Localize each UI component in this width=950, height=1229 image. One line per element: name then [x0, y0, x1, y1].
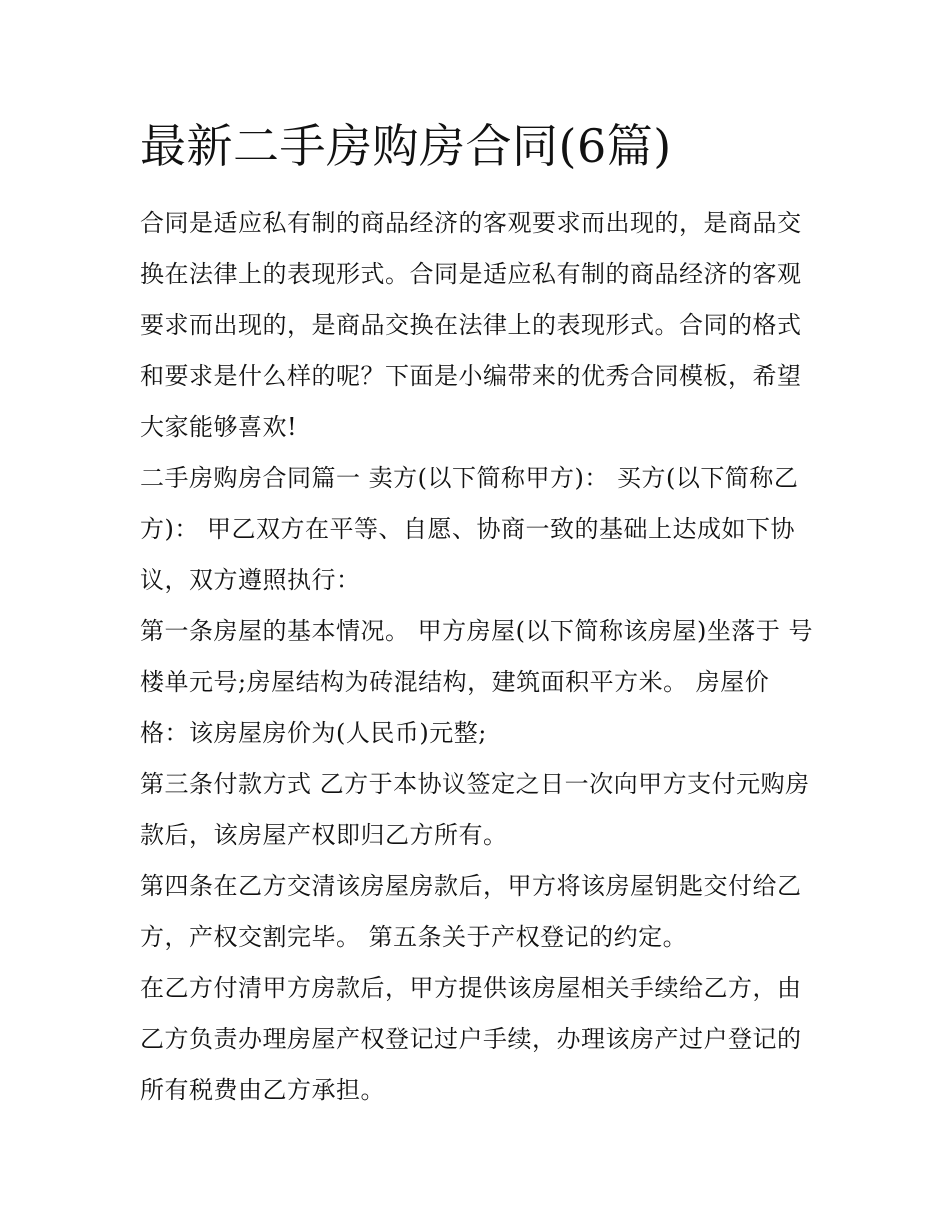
article-one-paragraph: 第一条房屋的基本情况。 甲方房屋(以下简称该房屋)坐落于 号楼单元号;房屋结构为砖混结构，建筑面积平方米。 房屋价格：该房屋房价为(人民币)元整; — [140, 617, 813, 747]
document-title: 最新二手房购房合同(6篇) — [140, 119, 672, 173]
article-four-five-paragraph: 第四条在乙方交清该房屋房款后，甲方将该房屋钥匙交付给乙方，产权交割完毕。 第五条关于产权登记的约定。 — [140, 872, 802, 951]
article-three-paragraph: 第三条付款方式 乙方于本协议签定之日一次向甲方支付元购房款后，该房屋产权即归乙方所有。 — [140, 770, 810, 849]
contract-opening-paragraph: 二手房购房合同篇一 卖方(以下简称甲方)： 买方(以下简称乙方)： 甲乙双方在平等、自愿、协商一致的基础上达成如下协议，双方遵照执行： — [140, 464, 799, 594]
intro-paragraph: 合同是适应私有制的商品经济的客观要求而出现的，是商品交换在法律上的表现形式。合同是适应私有制的商品经济的客观要求而出现的，是商品交换在法律上的表现形式。合同的格式和要求是什么样的呢？下面是小编带来的优秀合同模板，希望大家能够喜欢! — [140, 209, 802, 441]
document-body — [140, 112, 816, 1116]
registration-paragraph: 在乙方付清甲方房款后，甲方提供该房屋相关手续给乙方，由乙方负责办理房屋产权登记过户手续，办理该房产过户登记的所有税费由乙方承担。 — [140, 974, 802, 1104]
